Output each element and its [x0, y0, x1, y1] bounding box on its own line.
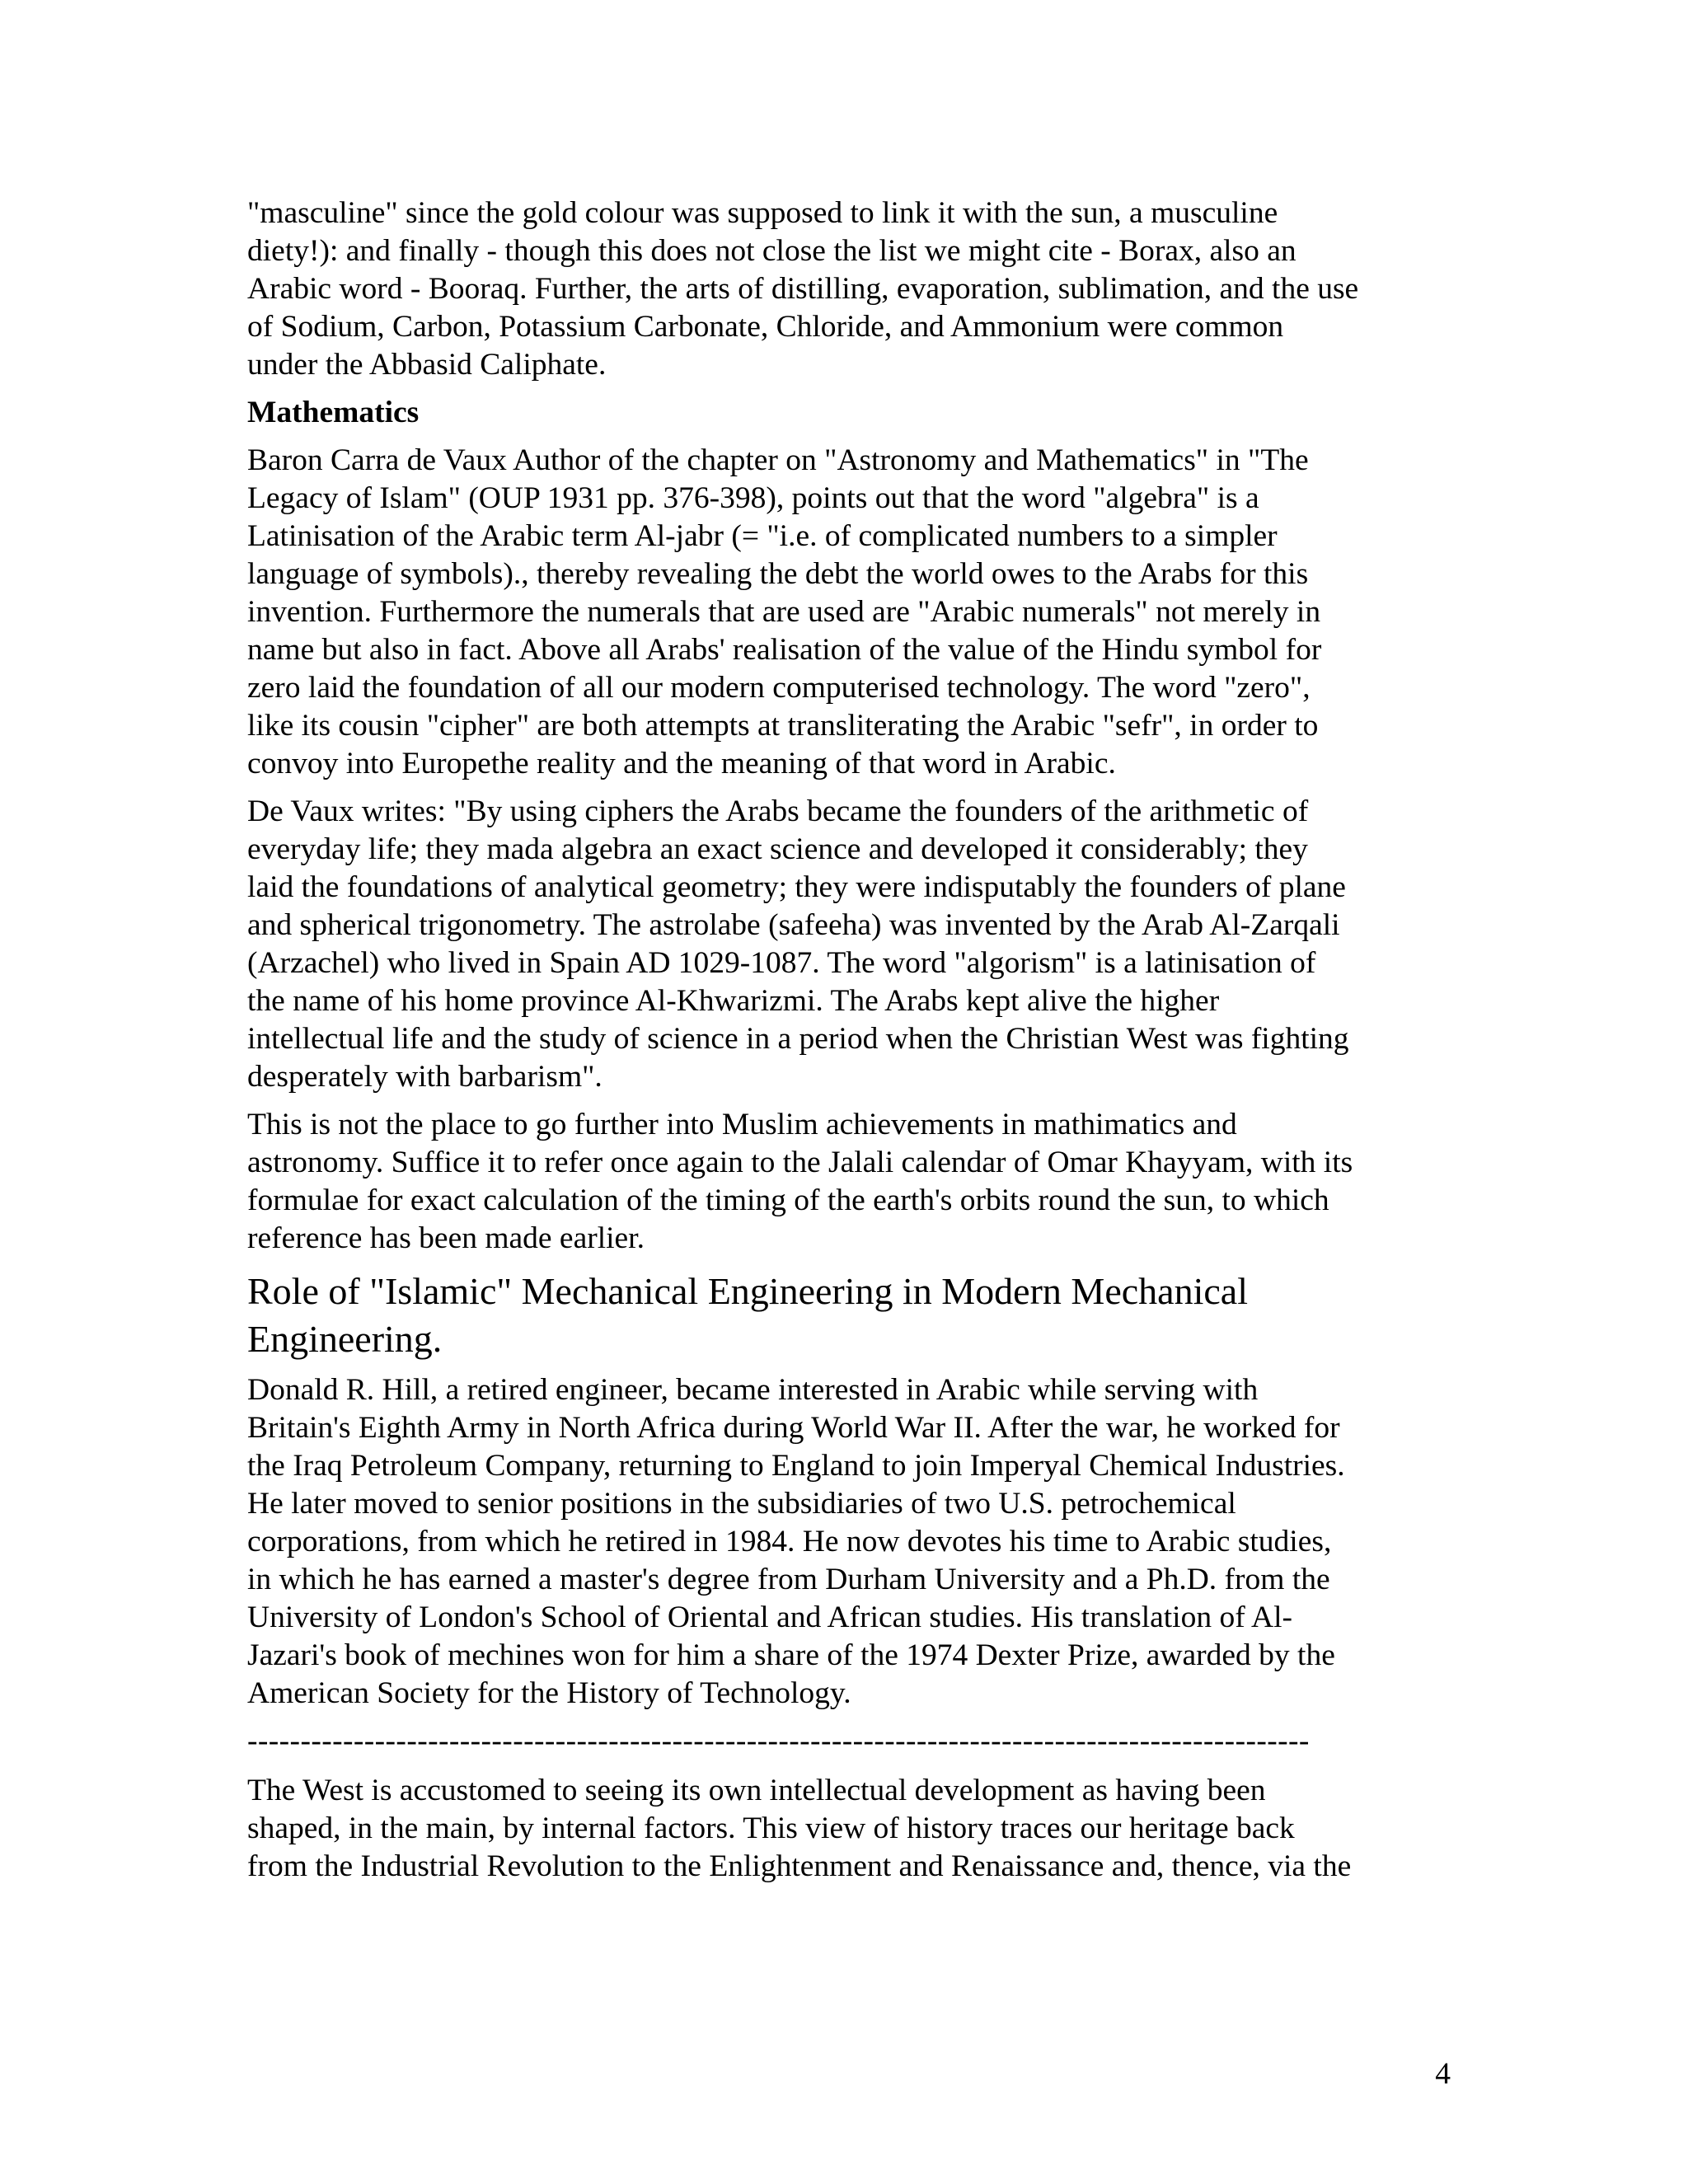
page-number: 4: [1435, 2057, 1451, 2091]
paragraph-donald-hill-bio: Donald R. Hill, a retired engineer, became interested in Arabic while serving with Britain's Eighth Army in North Africa during World War II. After the war, he worked for the Iraq Petroleum Company, returning to England to join Imperyal Chemical Industries. He later moved to senior positions in the subsidiaries of two U.S. petrochemical corporations, from which he retired in 1984. He now devotes his time to Arabic studies, in which he has earned a master's degree from Durham University and a Ph.D. from the University of London's School of Oriental and African studies. His translation of Al- Jazari's book of mechines won for him a share of the 1974 Dexter Prize, awarded by the American Society for the History of Technology.: [247, 1373, 1345, 1710]
paragraph-west-intellectual-development: The West is accustomed to seeing its own intellectual development as having been shaped, in the main, by internal factors. This view of history traces our heritage back from the Industrial Revolution to the Enlightenment and Renaissance and, thence, via the: [247, 1774, 1352, 1883]
paragraph-algebra: Baron Carra de Vaux Author of the chapter on "Astronomy and Mathematics" in "The Legacy of Islam" (OUP 1931 pp. 376-398), points out that the word "algebra" is a Latinisation of the Arabic term Al-jabr (= "i.e. of complicated numbers to a simpler language of symbols)., thereby revealing the debt the world owes to the Arabs for this invention. Furthermore the numerals that are used are "Arabic numerals" not merely in name but also in fact. Above all Arabs' realisation of the value of the Hindu symbol for zero laid the foundation of all our modern computerised technology. The word "zero", like its cousin "cipher" are both attempts at transliterating the Arabic "sefr", in order to convoy into Europethe reality and the meaning of that word in Arabic.: [247, 443, 1322, 780]
dashed-separator: ----------------------------------------------------------------------------------------------------: [247, 1724, 1310, 1758]
paragraph-de-vaux-quote: De Vaux writes: "By using ciphers the Arabs became the founders of the arithmetic of everyday life; they mada algebra an exact science and developed it considerably; they laid the foundations of analytical geometry; they were indisputably the founders of plane and spherical trigonometry. The astrolabe (safeeha) was invented by the Arab Al-Zarqali (Arzachel) who lived in Spain AD 1029-1087. The word "algorism" is a latinisation of the name of his home province Al-Khwarizmi. The Arabs kept alive the higher intellectual life and the study of science in a period when the Christian West was fighting desperately with barbarism".: [247, 794, 1349, 1094]
heading-mathematics: Mathematics: [247, 396, 420, 429]
paragraph-astronomy: This is not the place to go further into Muslim achievements in mathimatics and astronomy. Suffice it to refer once again to the Jalali calendar of Omar Khayyam, with its formulae for exact calculation of the timing of the earth's orbits round the sun, to which reference has been made earlier.: [247, 1108, 1353, 1255]
page-content: [247, 194, 1451, 1896]
heading-mechanical-engineering: Role of "Islamic" Mechanical Engineering in Modern Mechanical Engineering.: [247, 1270, 1248, 1360]
paragraph-alchemy-terms: "masculine" since the gold colour was supposed to link it with the sun, a musculine diety!): and finally - though this does not close the list we might cite - Borax, also an Arabic word - Booraq. Further, the arts of distilling, evaporation, sublimation, and the use of Sodium, Carbon, Potassium Carbonate, Chloride, and Ammonium were common under the Abbasid Caliphate.: [247, 196, 1359, 382]
